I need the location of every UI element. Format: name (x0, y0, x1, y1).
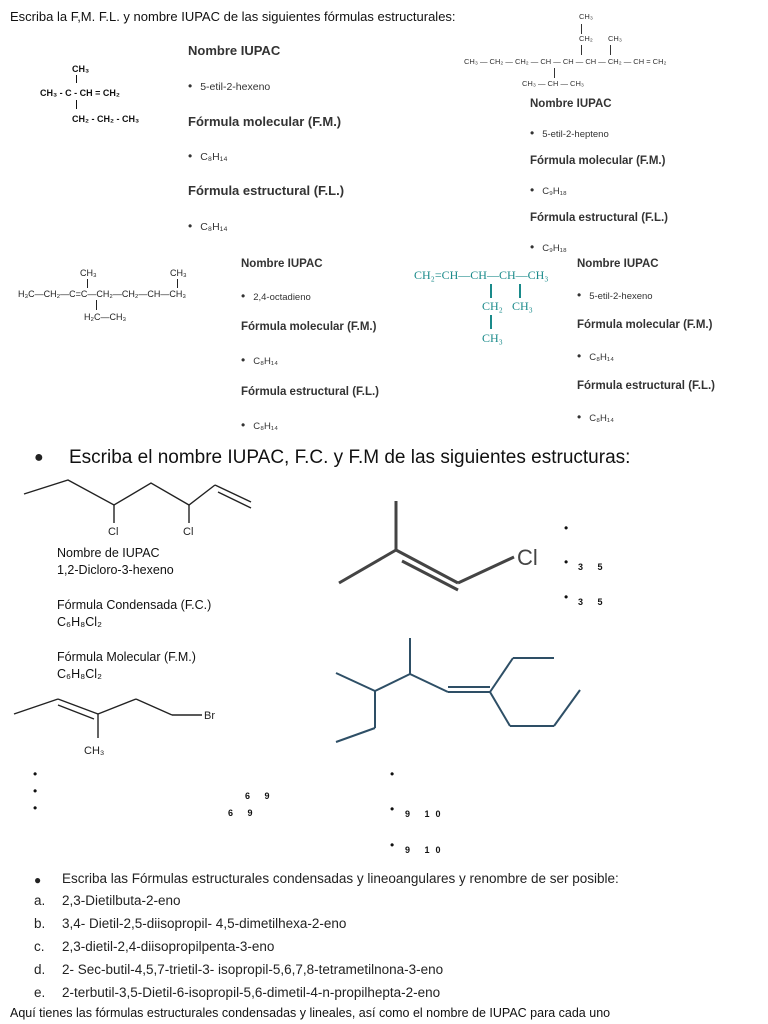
section2-bullet: ● (34, 449, 44, 466)
mol2-cl-label: Cl (517, 545, 538, 570)
mol4-bullet-2: • (390, 802, 395, 816)
mol4-subscript-2: 9 10 (405, 845, 447, 855)
block4-formula-b1: CH₂ (482, 299, 503, 313)
block2-fm-label: Fórmula molecular (F.M.) (530, 155, 666, 167)
block4-fl-value: • C₈H₁₄ (577, 410, 614, 424)
section3-item-e: 2-terbutil-3,5-Dietil-6-isopropil-5,6-dimetil-4-n-propilhepta-2-eno (62, 985, 441, 1000)
block1-fm-label: Fórmula molecular (F.M.) (188, 114, 342, 129)
block1-fl-value: • C₈H₁₄ (188, 219, 228, 233)
mol4-subscript-1: 9 10 (405, 809, 447, 819)
mol1-cl-label-1: Cl (108, 526, 119, 538)
block2-formula-top1: CH₃ (579, 12, 593, 21)
block1-fm-value: • C₈H₁₄ (188, 149, 228, 163)
block4-iupac-label: Nombre IUPAC (577, 258, 659, 270)
block3-fm-label: Fórmula molecular (F.M.) (241, 321, 377, 333)
section3-item-d-letter: d. (34, 962, 46, 977)
block4-formula-b3: CH₃ (482, 331, 503, 345)
mol3-subscript-1: 6 9 (245, 791, 276, 801)
block3-formula-up1: CH₃ (80, 268, 97, 278)
block3-iupac-value: • 2,4-octadieno (241, 289, 311, 303)
block2-fl-value: • C₉H₁₈ (530, 240, 567, 254)
block1-iupac-label: Nombre IUPAC (188, 43, 281, 58)
mol3-bullet-1: • (33, 767, 38, 781)
mol3-br-label: Br (204, 710, 215, 722)
block2-iupac-value: • 5-etil-2-hepteno (530, 126, 609, 140)
mol4-bullet-3: • (390, 838, 395, 852)
molecule3-skeletal (12, 690, 232, 760)
section3-item-a: 2,3-Dietilbuta-2-eno (62, 893, 181, 908)
block2-fl-label: Fórmula estructural (F.L.) (530, 212, 669, 224)
mol3-ch3-label: CH₃ (84, 745, 105, 757)
mol2-bullet-3: • (564, 590, 569, 604)
block3-fl-value: • C₈H₁₄ (241, 418, 278, 432)
section3-item-b-letter: b. (34, 916, 46, 931)
block1-structural-formula (40, 64, 170, 138)
block3-structural-formula (18, 268, 228, 328)
mol1-fm-value: C₆H₈Cl₂ (57, 667, 102, 681)
block4-fm-label: Fórmula molecular (F.M.) (577, 319, 713, 331)
mol3-subscript-2: 6 9 (228, 808, 259, 818)
block2-fm-value: • C₉H₁₈ (530, 183, 567, 197)
block1-iupac-value: • 5-etil-2-hexeno (188, 79, 270, 93)
mol1-iupac-label: Nombre de IUPAC (57, 546, 160, 560)
block3-fl-label: Fórmula estructural (F.L.) (241, 386, 380, 398)
section3-item-a-letter: a. (34, 893, 46, 908)
section1-heading: Escriba la F,M. F.L. y nombre IUPAC de las siguientes fórmulas estructurales: (10, 9, 456, 24)
section2-heading: Escriba el nombre IUPAC, F.C. y F.M de las siguientes estructuras: (69, 447, 631, 468)
block3-fm-value: • C₈H₁₄ (241, 353, 278, 367)
block1-formula-top: CH₃ (72, 64, 90, 74)
block3-formula-up2: CH₃ (170, 268, 187, 278)
mol1-fm-label: Fórmula Molecular (F.M.) (57, 650, 196, 664)
footer-text: Aquí tienes las fórmulas estructurales condensadas y lineales, así como el nombre de IUPAC para cada uno (10, 1006, 611, 1020)
mol3-bullet-2: • (33, 784, 38, 798)
section3-item-c: 2,3-dietil-2,4-diisopropilpenta-3-eno (62, 939, 275, 954)
block2-iupac-label: Nombre IUPAC (530, 98, 612, 110)
block4-formula-b2: CH₃ (512, 299, 533, 313)
mol2-bullet-2: • (564, 555, 569, 569)
molecule4-skeletal (330, 630, 590, 745)
section3-item-c-letter: c. (34, 939, 45, 954)
block2-formula-top3: CH₃ (608, 34, 622, 43)
block2-formula-bottom: CH₃ — CH — CH₃ (522, 79, 584, 88)
block2-formula-main: CH₃ — CH₂ — CH₂ — CH — CH — CH — CH₂ — CH = CH₂ (464, 57, 667, 66)
molecule1-skeletal (18, 475, 258, 541)
block4-iupac-value: • 5-etil-2-hexeno (577, 288, 653, 302)
mol1-fc-label: Fórmula Condensada (F.C.) (57, 598, 212, 612)
block1-formula-bottom: CH₂ - CH₂ - CH₃ (72, 114, 140, 124)
block3-formula-down: H₂C—CH₃ (84, 312, 127, 322)
block4-structural-formula (414, 268, 574, 358)
block3-iupac-label: Nombre IUPAC (241, 258, 323, 270)
mol2-subscript-1: 3 5 (578, 562, 609, 572)
section3-item-b: 3,4- Dietil-2,5-diisopropil- 4,5-dimetilhexa-2-eno (62, 916, 347, 931)
molecule2-skeletal (330, 495, 560, 595)
mol1-cl-label-2: Cl (183, 526, 194, 538)
section3-bullet: ● (34, 873, 42, 887)
block4-fl-label: Fórmula estructural (F.L.) (577, 380, 716, 392)
block4-formula-main: CH₂=CH—CH—CH—CH₃ (414, 268, 549, 282)
block2-structural-formula (464, 12, 764, 92)
mol2-subscript-2: 3 5 (578, 597, 609, 607)
section3-heading: Escriba las Fórmulas estructurales condensadas y lineoangulares y renombre de ser posible: (62, 871, 619, 886)
section3-item-e-letter: e. (34, 985, 46, 1000)
mol1-fc-value: C₆H₈Cl₂ (57, 615, 102, 629)
block1-formula-main: CH₃ - C - CH = CH₂ (40, 88, 120, 98)
mol2-bullet-1: • (564, 521, 569, 535)
mol1-iupac-value: 1,2-Dicloro-3-hexeno (57, 563, 174, 577)
block2-formula-top2: CH₂ (579, 34, 593, 43)
mol4-bullet-1: • (390, 767, 395, 781)
block3-formula-main: H₃C—CH₂—C=C—CH₂—CH₂—CH—CH₃ (18, 289, 187, 299)
section3-item-d: 2- Sec-butil-4,5,7-trietil-3- isopropil-5,6,7,8-tetrametilnona-3-eno (62, 962, 444, 977)
block1-fl-label: Fórmula estructural (F.L.) (188, 183, 345, 198)
mol3-bullet-3: • (33, 801, 38, 815)
block4-fm-value: • C₈H₁₄ (577, 349, 614, 363)
